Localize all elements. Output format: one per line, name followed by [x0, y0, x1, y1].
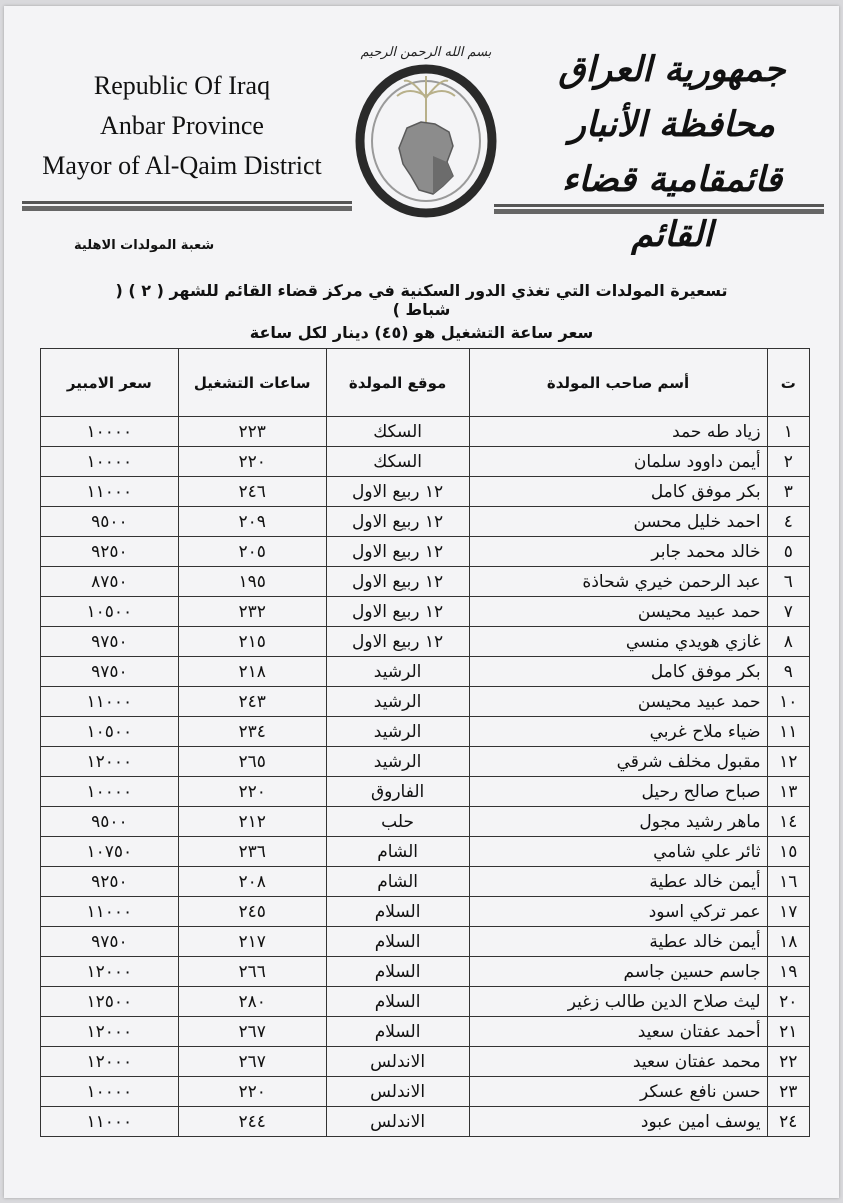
- table-body: [41, 417, 810, 1137]
- cell-location: الرشيد: [326, 687, 469, 717]
- cell-location: الاندلس: [326, 1047, 469, 1077]
- cell-hours: ٢٢٠: [178, 1077, 326, 1107]
- arabic-district: قائمقامية قضاء القائم: [561, 159, 783, 255]
- cell-price: ١٢٥٠٠: [41, 987, 179, 1017]
- table-row: [41, 957, 810, 987]
- table-row: [41, 657, 810, 687]
- cell-location: ١٢ ربيع الاول: [326, 567, 469, 597]
- cell-price: ١٢٠٠٠: [41, 1017, 179, 1047]
- document-sheet: [4, 6, 839, 1198]
- cell-num: ١٦: [767, 867, 809, 897]
- table-row: [41, 747, 810, 777]
- table-row: [41, 537, 810, 567]
- cell-hours: ٢٠٥: [178, 537, 326, 567]
- cell-name: أيمن داوود سلمان: [469, 447, 767, 477]
- table-row: [41, 1107, 810, 1137]
- cell-num: ٤: [767, 507, 809, 537]
- cell-price: ١٠٠٠٠: [41, 1077, 179, 1107]
- cell-price: ٨٧٥٠: [41, 567, 179, 597]
- table-row: [41, 447, 810, 477]
- cell-price: ٩٢٥٠: [41, 537, 179, 567]
- cell-name: جاسم حسين جاسم: [469, 957, 767, 987]
- table-row: [41, 1017, 810, 1047]
- table-row: [41, 867, 810, 897]
- arabic-country: جمهورية العراق: [558, 49, 786, 90]
- document-subtitle: سعر ساعة التشغيل هو (٤٥) دينار لكل ساعة: [249, 323, 594, 342]
- cell-price: ٩٧٥٠: [41, 657, 179, 687]
- table-row: [41, 597, 810, 627]
- table-row: [41, 627, 810, 657]
- cell-name: يوسف امين عبود: [469, 1107, 767, 1137]
- cell-price: ٩٧٥٠: [41, 627, 179, 657]
- cell-price: ١٢٠٠٠: [41, 957, 179, 987]
- cell-hours: ٢٣٢: [178, 597, 326, 627]
- cell-name: حمد عبيد محيسن: [469, 687, 767, 717]
- cell-hours: ٢٦٧: [178, 1017, 326, 1047]
- cell-num: ٥: [767, 537, 809, 567]
- cell-hours: ٢١٢: [178, 807, 326, 837]
- cell-price: ٩٥٠٠: [41, 807, 179, 837]
- cell-hours: ٢١٨: [178, 657, 326, 687]
- cell-location: الشام: [326, 867, 469, 897]
- cell-num: ١٤: [767, 807, 809, 837]
- cell-location: الاندلس: [326, 1077, 469, 1107]
- cell-price: ١١٠٠٠: [41, 687, 179, 717]
- cell-location: الرشيد: [326, 717, 469, 747]
- cell-name: ثائر علي شامي: [469, 837, 767, 867]
- table-header-row: [41, 349, 810, 417]
- cell-hours: ٢٤٥: [178, 897, 326, 927]
- header-rule-right: [494, 209, 824, 214]
- cell-location: ١٢ ربيع الاول: [326, 597, 469, 627]
- cell-hours: ٢٢٣: [178, 417, 326, 447]
- cell-num: ١٣: [767, 777, 809, 807]
- cell-hours: ٢٢٠: [178, 777, 326, 807]
- cell-name: أيمن خالد عطية: [469, 927, 767, 957]
- cell-price: ١١٠٠٠: [41, 477, 179, 507]
- cell-location: السلام: [326, 957, 469, 987]
- cell-name: حمد عبيد محيسن: [469, 597, 767, 627]
- cell-name: عمر تركي اسود: [469, 897, 767, 927]
- cell-hours: ٢٢٠: [178, 447, 326, 477]
- cell-price: ١١٠٠٠: [41, 1107, 179, 1137]
- cell-price: ٩٥٠٠: [41, 507, 179, 537]
- table-row: [41, 987, 810, 1017]
- table-row: [41, 1077, 810, 1107]
- cell-location: الشام: [326, 837, 469, 867]
- cell-price: ٩٢٥٠: [41, 867, 179, 897]
- cell-price: ١٠٠٠٠: [41, 417, 179, 447]
- table-row: [41, 807, 810, 837]
- cell-location: السكك: [326, 447, 469, 477]
- english-province: Anbar Province: [100, 111, 264, 140]
- cell-num: ٢٠: [767, 987, 809, 1017]
- english-country: Republic Of Iraq: [93, 71, 271, 100]
- cell-location: السلام: [326, 1017, 469, 1047]
- basmala-text: بسم الله الرحمن الرحيم: [360, 45, 492, 60]
- cell-num: ٢٤: [767, 1107, 809, 1137]
- cell-price: ١٠٥٠٠: [41, 717, 179, 747]
- cell-name: حسن نافع عسكر: [469, 1077, 767, 1107]
- cell-num: ١٥: [767, 837, 809, 867]
- cell-price: ١٢٠٠٠: [41, 747, 179, 777]
- cell-num: ٢٣: [767, 1077, 809, 1107]
- emblem-graphic: [349, 36, 504, 226]
- cell-num: ٧: [767, 597, 809, 627]
- cell-name: أيمن خالد عطية: [469, 867, 767, 897]
- table-row: [41, 837, 810, 867]
- header-rule-right-top: [494, 204, 824, 207]
- cell-location: السلام: [326, 987, 469, 1017]
- district-emblem: [349, 36, 504, 226]
- cell-num: ١٧: [767, 897, 809, 927]
- english-district: Mayor of Al-Qaim District: [42, 151, 322, 180]
- arabic-province: محافظة الأنبار: [569, 104, 775, 145]
- table-row: [41, 777, 810, 807]
- arabic-letterhead: [527, 42, 817, 262]
- cell-location: السلام: [326, 897, 469, 927]
- cell-name: احمد خليل محسن: [469, 507, 767, 537]
- cell-hours: ٢٣٤: [178, 717, 326, 747]
- table-row: [41, 1047, 810, 1077]
- cell-num: ٨: [767, 627, 809, 657]
- cell-name: زياد طه حمد: [469, 417, 767, 447]
- cell-location: الرشيد: [326, 657, 469, 687]
- english-letterhead: [32, 66, 332, 186]
- cell-location: السلام: [326, 927, 469, 957]
- cell-hours: ١٩٥: [178, 567, 326, 597]
- cell-location: السكك: [326, 417, 469, 447]
- cell-location: حلب: [326, 807, 469, 837]
- cell-hours: ٢٠٩: [178, 507, 326, 537]
- cell-price: ١٠٠٠٠: [41, 447, 179, 477]
- cell-num: ١٢: [767, 747, 809, 777]
- table-row: [41, 417, 810, 447]
- header-price: سعر الامبير: [41, 349, 179, 417]
- cell-price: ٩٧٥٠: [41, 927, 179, 957]
- cell-name: عبد الرحمن خيري شحاذة: [469, 567, 767, 597]
- table-row: [41, 687, 810, 717]
- cell-num: ٦: [767, 567, 809, 597]
- cell-hours: ٢٠٨: [178, 867, 326, 897]
- cell-price: ١٠٠٠٠: [41, 777, 179, 807]
- header-rule-left-top: [22, 201, 352, 204]
- cell-location: الفاروق: [326, 777, 469, 807]
- cell-hours: ٢٦٦: [178, 957, 326, 987]
- cell-num: ١١: [767, 717, 809, 747]
- cell-hours: ٢٦٥: [178, 747, 326, 777]
- cell-name: بكر موفق كامل: [469, 657, 767, 687]
- header-hours: ساعات التشغيل: [178, 349, 326, 417]
- cell-num: ١٠: [767, 687, 809, 717]
- cell-hours: ٢٨٠: [178, 987, 326, 1017]
- cell-price: ١٠٧٥٠: [41, 837, 179, 867]
- cell-hours: ٢٦٧: [178, 1047, 326, 1077]
- cell-num: ١٨: [767, 927, 809, 957]
- document-title: تسعيرة المولدات التي تغذي الدور السكنية في مركز قضاء القائم للشهر ( ٢ ) ( شباط ): [115, 281, 728, 319]
- cell-price: ١١٠٠٠: [41, 897, 179, 927]
- cell-name: محمد عفتان سعيد: [469, 1047, 767, 1077]
- cell-num: ٣: [767, 477, 809, 507]
- cell-location: الرشيد: [326, 747, 469, 777]
- table-row: [41, 927, 810, 957]
- cell-price: ١٠٥٠٠: [41, 597, 179, 627]
- cell-num: ٢٢: [767, 1047, 809, 1077]
- header-num: ت: [767, 349, 809, 417]
- cell-name: ليث صلاح الدين طالب زغير: [469, 987, 767, 1017]
- cell-location: ١٢ ربيع الاول: [326, 477, 469, 507]
- table-row: [41, 477, 810, 507]
- header-rule-left: [22, 206, 352, 211]
- cell-hours: ٢١٥: [178, 627, 326, 657]
- cell-num: ٢١: [767, 1017, 809, 1047]
- cell-price: ١٢٠٠٠: [41, 1047, 179, 1077]
- table-row: [41, 897, 810, 927]
- table-row: [41, 567, 810, 597]
- cell-location: ١٢ ربيع الاول: [326, 507, 469, 537]
- cell-num: ٢: [767, 447, 809, 477]
- cell-num: ١: [767, 417, 809, 447]
- generator-price-table: [40, 348, 810, 1137]
- cell-name: خالد محمد جابر: [469, 537, 767, 567]
- cell-hours: ٢٤٤: [178, 1107, 326, 1137]
- cell-location: الاندلس: [326, 1107, 469, 1137]
- cell-num: ١٩: [767, 957, 809, 987]
- cell-hours: ٢٣٦: [178, 837, 326, 867]
- cell-name: أحمد عفتان سعيد: [469, 1017, 767, 1047]
- table-row: [41, 507, 810, 537]
- cell-location: ١٢ ربيع الاول: [326, 537, 469, 567]
- cell-name: مقبول مخلف شرقي: [469, 747, 767, 777]
- cell-hours: ٢١٧: [178, 927, 326, 957]
- cell-name: ماهر رشيد مجول: [469, 807, 767, 837]
- cell-name: صباح صالح رحيل: [469, 777, 767, 807]
- header-location: موقع المولدة: [326, 349, 469, 417]
- header-name: أسم صاحب المولدة: [469, 349, 767, 417]
- cell-name: ضياء ملاح غربي: [469, 717, 767, 747]
- cell-num: ٩: [767, 657, 809, 687]
- cell-hours: ٢٤٣: [178, 687, 326, 717]
- cell-name: بكر موفق كامل: [469, 477, 767, 507]
- table-row: [41, 717, 810, 747]
- department-label: شعبة المولدات الاهلية: [74, 238, 215, 253]
- cell-hours: ٢٤٦: [178, 477, 326, 507]
- cell-name: غازي هويدي منسي: [469, 627, 767, 657]
- cell-location: ١٢ ربيع الاول: [326, 627, 469, 657]
